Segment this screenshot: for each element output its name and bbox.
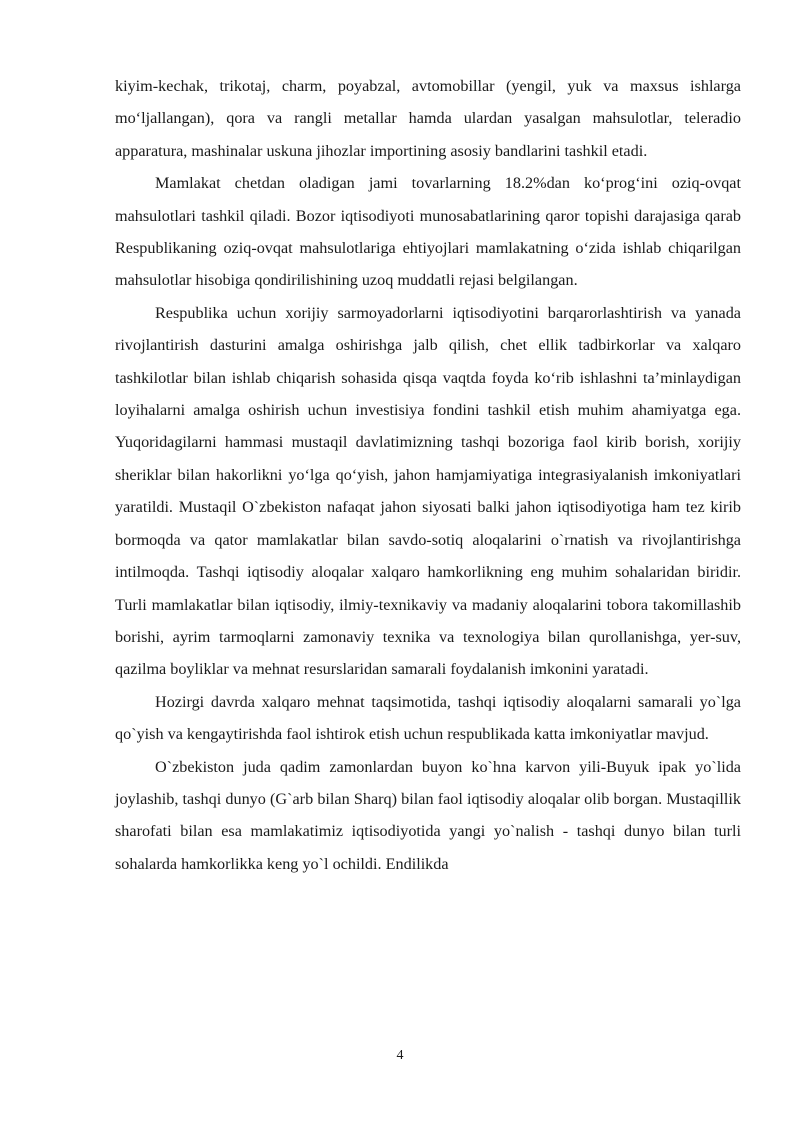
body-text xyxy=(115,70,741,880)
paragraph-labor-division: Hozirgi davrda xalqaro mehnat taqsimotida, tashqi iqtisodiy aloqalarni samarali yo`lga qo`yish va kengaytirishda faol ishtirok etish uchun respublikada katta imkoniyatlar mavjud. xyxy=(115,692,741,744)
page-number: 4 xyxy=(396,1048,404,1063)
paragraph-foreign-investors: Respublika uchun xorijiy sarmoyadorlarni iqtisodiyotini barqarorlashtirish va yanada rivojlantirish dasturini amalga oshirishga jalb qilish, chet ellik tadbirkorlar va xalqaro tashkilotlar bilan ishlab chiqarish sohasida qisqa vaqtda foyda ko‘rib ishlashni ta’minlaydigan loyihalarni amalga oshirish uchun investisiya fondini tashkil etish muhim ahamiyatga ega. Yuqoridagilarni hammasi mustaqil davlatimizning tashqi bozoriga faol kirib borish, xorijiy sheriklar bilan hakorlikni yo‘lga qo‘yish, jahon hamjamiyatiga integrasiyalanish imkoniyatlari yaratildi. Mustaqil O`zbekiston nafaqat jahon siyosati balki jahon iqtisodiyotiga ham tez kirib bormoqda va qator mamlakatlar bilan savdo-sotiq aloqalarini o`rnatish va rivojlantirishga intilmoqda. Tashqi iqtisodiy aloqalar xalqaro hamkorlikning eng muhim sohalaridan biridir. Turli mamlakatlar bilan iqtisodiy, ilmiy-texnikaviy va madaniy aloqalarini tobora takomillashib borishi, ayrim tarmoqlarni zamonaviy texnika va texnologiya bilan qurollanishga, yer-suv, qazilma boyliklar va mehnat resurslaridan samarali foydalanish imkonini yaratadi. xyxy=(115,303,741,679)
paragraph-food-imports: Mamlakat chetdan oladigan jami tovarlarning 18.2%dan ko‘prog‘ini oziq-ovqat mahsulotlari tashkil qiladi. Bozor iqtisodiyoti munosabatlarining qaror topishi darajasiga qarab Respublikaning oziq-ovqat mahsulotlariga ehtiyojlari mamlakatning o‘zida ishlab chiqarilgan mahsulotlar hisobiga qondirilishining uzoq muddatli rejasi belgilangan. xyxy=(115,174,741,290)
paragraph-continuation: kiyim-kechak, trikotaj, charm, poyabzal, avtomobillar (yengil, yuk va maxsus ishlarga mo‘ljallangan), qora va rangli metallar hamda ulardan yasalgan mahsulotlar, teleradio apparatura, mashinalar uskuna jihozlar importining asosiy bandlarini tashkil etadi. xyxy=(115,77,741,160)
paragraph-silk-road: O`zbekiston juda qadim zamonlardan buyon ko`hna karvon yili-Buyuk ipak yo`lida joylashib, tashqi dunyo (G`arb bilan Sharq) bilan faol iqtisodiy aloqalar olib borgan. Mustaqillik sharofati bilan esa mamlakatimiz iqtisodiyotida yangi yo`nalish - tashqi dunyo bilan turli sohalarda hamkorlikka keng yo`l ochildi. Endilikda xyxy=(115,757,741,873)
